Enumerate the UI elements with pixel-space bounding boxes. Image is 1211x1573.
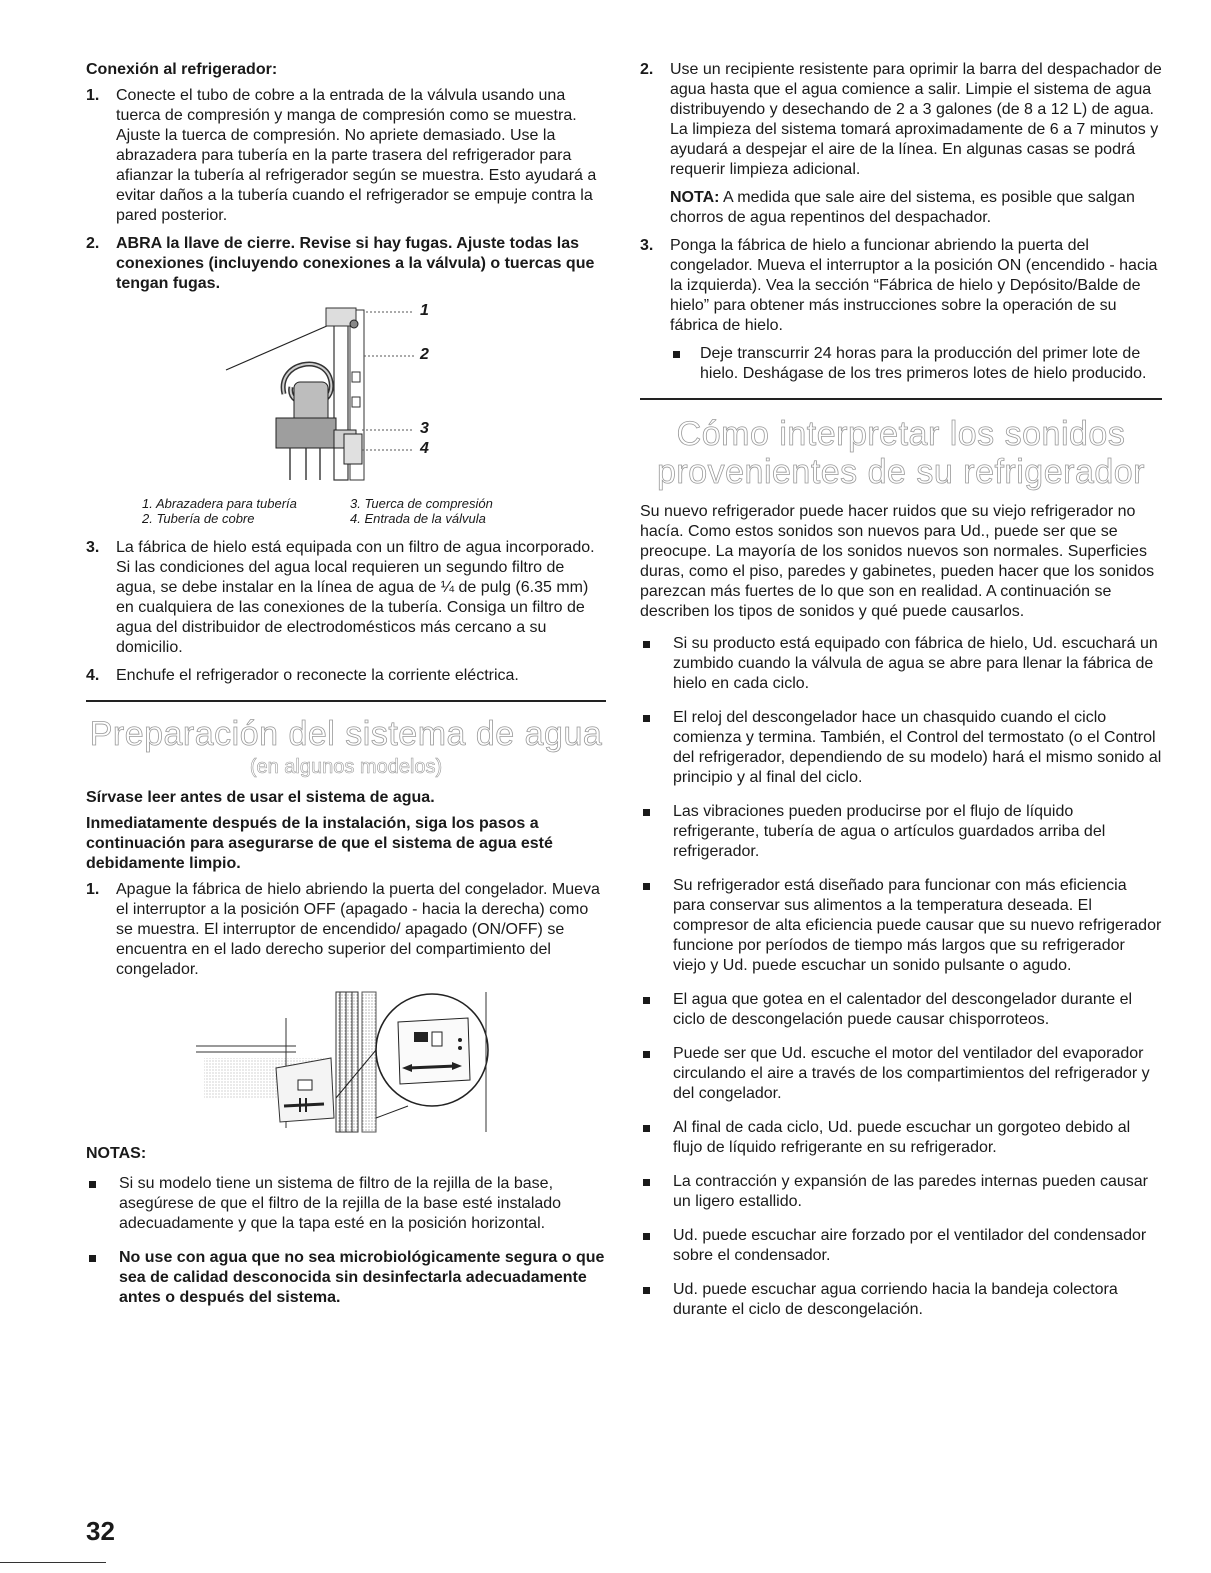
callout-1: 1	[420, 302, 429, 319]
right-step-2: 2. Use un recipiente resistente para oprimir la barra del despachador de agua hasta que el agua comience a salir. Limpie el sistema de agua distribuyendo y desechando de 2 a 3 galones (de 8 a 12 L) de agua. La limpieza del sistema tomará aproximadamente de 6 a 7 minutos y ayudará a despejar el aire de la línea. En algunas casas se podrá requerir limpieza adicional.	[640, 61, 1162, 178]
valve-diagram	[166, 302, 526, 492]
sound-item-10: Ud. puede escuchar agua corriendo hacia la bandeja colectora durante el ciclo de descongelación.	[640, 1280, 1162, 1320]
prep-step-1: 1. Apague la fábrica de hielo abriendo la puerta del congelador. Mueva el interruptor a la posición OFF (apagado - hacia la derecha) como se muestra. El interruptor de encendido/ apagado (ON/OFF) se encuentra en el lado derecho superior del compartimiento del congelador.	[86, 881, 600, 978]
step-3-text: La fábrica de hielo está equipada con un filtro de agua incorporado. Si las condiciones del agua local requieren un segundo filtro de agua, se debe instalar en la línea de agua de ¼ de pulg (6.35 mm) en cualquiera de las conexiones de la tubería. Consiga un filtro de agua del distribuidor de electrodomésticos más cercano a su domicilio.	[116, 539, 595, 656]
caption-2: 2. Tubería de cobre	[142, 511, 255, 526]
step-4: 4. Enchufe el refrigerador o reconecte la corriente eléctrica.	[86, 667, 519, 684]
callout-2: 2	[420, 346, 429, 363]
ice-maker-switch-figure	[176, 988, 516, 1138]
caption-3: 3. Tuerca de compresión	[350, 496, 493, 511]
sound-item-4: Su refrigerador está diseñado para funcionar con más eficiencia para conservar sus alimentos a la temperatura deseada. El compresor de alta eficiencia puede causar que su nuevo refrigerador funcione por períodos de tiempo más largos que su refrigerador viejo y Ud. puede escuchar un sonido pulsante o agudo.	[640, 876, 1162, 976]
nota-item-1: Si su modelo tiene un sistema de filtro de la rejilla de la base, asegúrese de que el filtro de la rejilla de la base esté instalado adecuadamente y que la tapa esté en la posición horizontal.	[86, 1174, 606, 1234]
nota-text: A medida que sale aire del sistema, es posible que salgan chorros de agua repentinos del despachador.	[670, 189, 1135, 226]
prep-step-1-text: Apague la fábrica de hielo abriendo la puerta del congelador. Mueva el interruptor a la posición OFF (apagado - hacia la derecha) como se muestra. El interruptor de encendido/ apagado (ON/OFF) se encuentra en el lado derecho superior del compartimiento del congelador.	[116, 881, 600, 978]
conexion-heading: Conexión al refrigerador:	[86, 61, 278, 78]
sound-item-6: Puede ser que Ud. escuche el motor del ventilador del evaporador circulando el aire a través de los compartimientos del refrigerador y del congelador.	[640, 1044, 1162, 1104]
right-step-3-text: Ponga la fábrica de hielo a funcionar abriendo la puerta del congelador. Mueva el interruptor a la posición ON (encendido - hacia la izquierda). Vea la sección “Fábrica de hielo y Depósito/Balde de hielo” para obtener más instrucciones sobre la operación de su fábrica de hielo.	[670, 237, 1158, 334]
nota-label: NOTA:	[670, 189, 720, 206]
read-first-heading: Sírvase leer antes de usar el sistema de agua.	[86, 789, 435, 806]
right-column	[640, 60, 1162, 1334]
valve-connection-figure	[166, 302, 526, 492]
sounds-title-line-2: provenientes de su refrigerador	[657, 453, 1145, 491]
right-step-2-text: Use un recipiente resistente para oprimir la barra del despachador de agua hasta que el agua comience a salir. Limpie el sistema de agua distribuyendo y desechando de 2 a 3 galones (de 8 a 12 L) de agua. La limpieza del sistema tomará aproximadamente de 6 a 7 minutos y ayudará a despejar el aire de la línea. En algunas casas se podrá requerir limpieza adicional.	[670, 61, 1162, 178]
switch-diagram	[176, 988, 516, 1138]
sound-item-7: Al final de cada ciclo, Ud. puede escuchar un gorgoteo debido al flujo de líquido refrigerante en su refrigerador.	[640, 1118, 1162, 1158]
step-1-text: Conecte el tubo de cobre a la entrada de la válvula usando una tuerca de compresión y manga de compresión como se muestra. Ajuste la tuerca de compresión. No apriete demasiado. Use la abrazadera para tubería en la parte trasera del refrigerador para afianzar la tubería al refrigerador según se muestra. Esto ayudará a evitar daños a la tubería cuando el refrigerador se empuje contra la pared posterior.	[116, 87, 597, 224]
nota-paragraph	[640, 188, 1162, 228]
caption-4: 4. Entrada de la válvula	[350, 511, 486, 526]
notas-heading: NOTAS:	[86, 1145, 147, 1162]
section-divider-right	[640, 398, 1162, 400]
step-2-text: ABRA la llave de cierre. Revise si hay fugas. Ajuste todas las conexiones (incluyendo conexiones a la válvula) o tuercas que tengan fugas.	[116, 235, 595, 292]
right-step-3: 3. Ponga la fábrica de hielo a funcionar abriendo la puerta del congelador. Mueva el interruptor a la posición ON (encendido - hacia la izquierda). Vea la sección “Fábrica de hielo y Depósito/Balde de hielo” para obtener más instrucciones sobre la operación de su fábrica de hielo.	[640, 237, 1158, 334]
step-4-text: Enchufe el refrigerador o reconecte la corriente eléctrica.	[116, 667, 519, 684]
sound-item-3: Las vibraciones pueden producirse por el flujo de líquido refrigerante, tubería de agua o artículos guardados arriba del refrigerador.	[640, 802, 1162, 862]
sounds-title-line-1: Cómo interpretar los sonidos	[676, 415, 1126, 453]
left-column	[86, 60, 606, 1322]
caption-1: 1. Abrazadera para tubería	[142, 496, 297, 511]
sound-item-5: El agua que gotea en el calentador del descongelador durante el ciclo de descongelación puede causar chisporroteos.	[640, 990, 1162, 1030]
step-3: 3. La fábrica de hielo está equipada con un filtro de agua incorporado. Si las condiciones del agua local requieren un segundo filtro de agua, se debe instalar en la línea de agua de ¼ de pulg (6.35 mm) en cualquiera de las conexiones de la tubería. Consiga un filtro de agua del distribuidor de electrodomésticos más cercano a su domicilio.	[86, 539, 595, 656]
step-2: 2. ABRA la llave de cierre. Revise si hay fugas. Ajuste todas las conexiones (incluyendo conexiones a la válvula) o tuercas que tengan fugas.	[86, 235, 595, 292]
sound-item-8: La contracción y expansión de las paredes internas pueden causar un ligero estallido.	[640, 1172, 1162, 1212]
section-title: Preparación del sistema de agua	[89, 715, 603, 753]
sound-item-1: Si su producto está equipado con fábrica de hielo, Ud. escuchará un zumbido cuando la válvula de agua se abre para llenar la fábrica de hielo en cada ciclo.	[640, 634, 1162, 694]
section-subtitle: (en algunos modelos)	[249, 756, 443, 778]
callout-3: 3	[420, 420, 429, 437]
sound-item-2: El reloj del descongelador hace un chasquido cuando el ciclo comienza y termina. También, el Control del termostato (o el Control del refrigerador, dependiendo de su modelo) hará el mismo sonido al principio y al final del ciclo.	[640, 708, 1162, 788]
step-3-bullet: Deje transcurrir 24 horas para la producción del primer lote de hielo. Deshágase de los tres primeros lotes de hielo producido.	[670, 344, 1162, 384]
callout-4: 4	[420, 440, 429, 457]
nota-item-2: No use con agua que no sea microbiológicamente segura o que sea de calidad desconocida sin desinfectarla adecuadamente antes o después del sistema.	[86, 1248, 606, 1308]
footer-rule	[0, 1562, 106, 1563]
step-1: 1. Conecte el tubo de cobre a la entrada de la válvula usando una tuerca de compresión y manga de compresión como se muestra. Ajuste la tuerca de compresión. No apriete demasiado. Use la abrazadera para tubería en la parte trasera del refrigerador para afianzar la tubería al refrigerador según se muestra. Esto ayudará a evitar daños a la tubería cuando el refrigerador se empuje contra la pared posterior.	[86, 87, 597, 224]
figure-1-caption	[142, 496, 606, 526]
immediately-heading: Inmediatamente después de la instalación, siga los pasos a continuación para asegurarse de que el sistema de agua esté debidamente limpio.	[86, 815, 553, 872]
section-divider	[86, 700, 606, 702]
sound-item-9: Ud. puede escuchar aire forzado por el ventilador del condensador sobre el condensador.	[640, 1226, 1162, 1266]
sounds-intro: Su nuevo refrigerador puede hacer ruidos que su viejo refrigerador no hacía. Como estos sonidos son nuevos para Ud., puede ser que se preocupe. La mayoría de los sonidos nuevos son normales. Superficies duras, como el piso, paredes y gabinetes, pueden hacer que los sonidos parezcan más fuertes de lo que son en realidad. A continuación se describen los tipos de sonidos y qué puede causarlos.	[640, 503, 1155, 620]
page-number: 32	[86, 1516, 115, 1546]
